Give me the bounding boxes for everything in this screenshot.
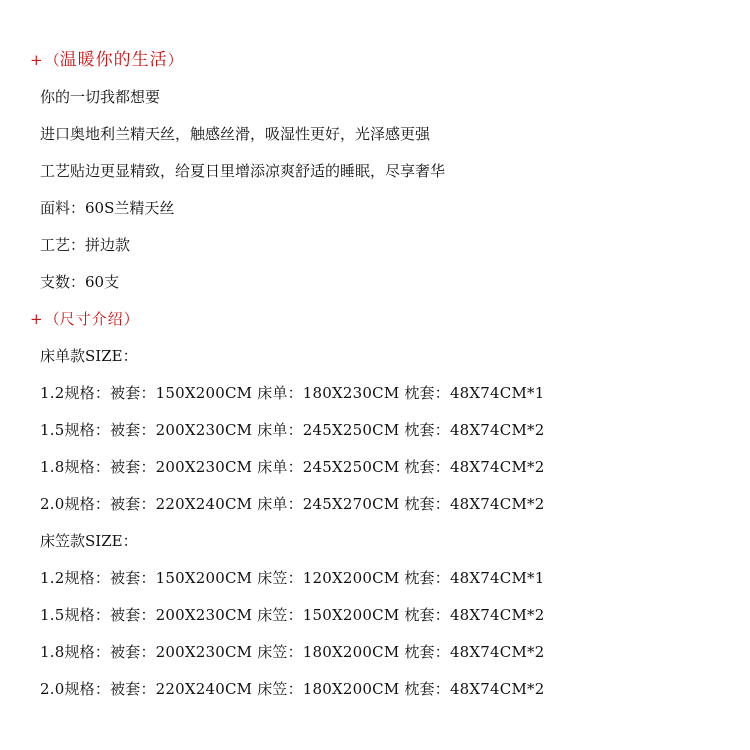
bedsheet-heading: 床单款SIZE： [40,347,138,365]
open-paren: （ [44,51,60,69]
intro-line: 工艺贴边更显精致，给夏日里增添凉爽舒适的睡眠，尽享奢华 [40,162,446,180]
fitted-size-row: 1.5规格：被套：200X230CM 床笠：150X200CM 枕套：48X74CM*2 [40,606,545,624]
intro-line: 你的一切我都想要 [40,88,161,106]
fitted-size-row: 2.0规格：被套：220X240CM 床笠：180X200CM 枕套：48X74CM*2 [40,680,545,698]
bedsheet-size-row: 1.5规格：被套：200X230CM 床单：245X250CM 枕套：48X74CM*2 [40,421,545,439]
close-paren: ） [123,310,139,328]
section-heading-size [30,309,139,329]
section-heading-warm-life [30,50,183,70]
close-paren: ） [167,51,183,69]
bedsheet-size-row: 1.2规格：被套：150X200CM 床单：180X230CM 枕套：48X74CM*1 [40,384,545,402]
fitted-heading: 床笠款SIZE： [40,532,138,550]
bedsheet-size-row: 1.8规格：被套：200X230CM 床单：245X250CM 枕套：48X74CM*2 [40,458,545,476]
section-title: 尺寸介绍 [59,310,124,328]
craft-line: 工艺：拼边款 [40,236,131,254]
open-paren: （ [44,310,60,328]
plus-icon: + [30,51,43,69]
bedsheet-size-row: 2.0规格：被套：220X240CM 床单：245X270CM 枕套：48X74CM*2 [40,495,545,513]
plus-icon: + [30,310,43,328]
section-title: 温暖你的生活 [59,50,168,70]
thread-count-line: 支数：60支 [40,273,120,291]
fabric-line: 面料：60S兰精天丝 [40,199,175,217]
fitted-size-row: 1.8规格：被套：200X230CM 床笠：180X200CM 枕套：48X74CM*2 [40,643,545,661]
intro-line: 进口奥地利兰精天丝，触感丝滑，吸湿性更好，光泽感更强 [40,125,431,143]
fitted-size-row: 1.2规格：被套：150X200CM 床笠：120X200CM 枕套：48X74CM*1 [40,569,545,587]
